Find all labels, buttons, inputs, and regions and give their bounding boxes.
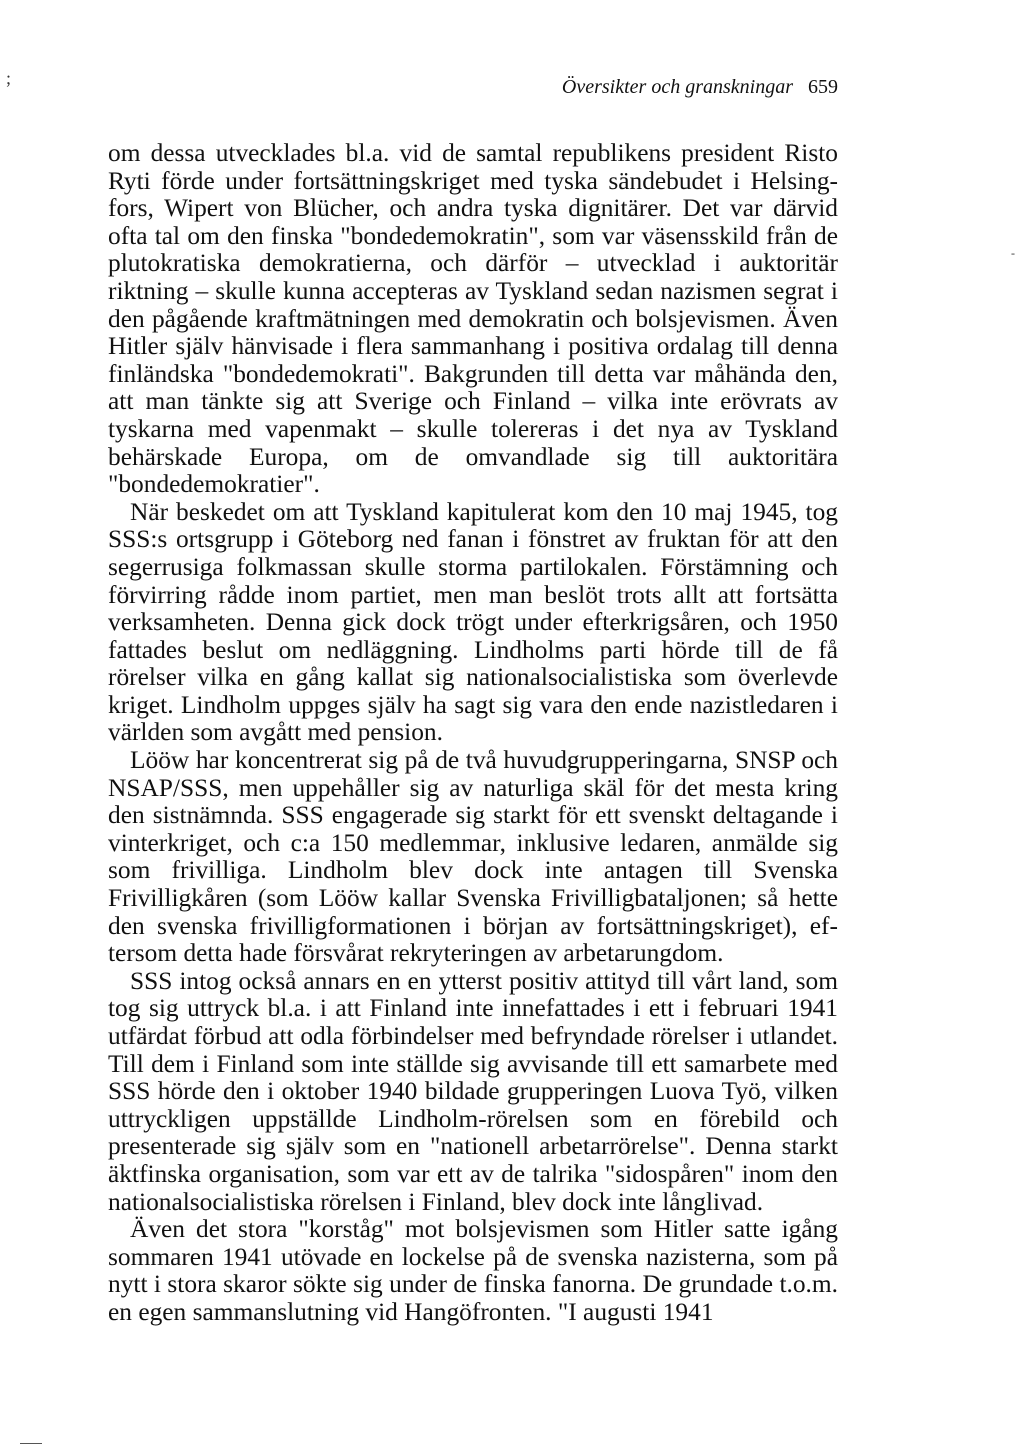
margin-mark-left: ; (6, 68, 12, 88)
paragraph-2: När beskedet om att Tyskland kapitulerat kom den 10 maj 1945, tog SSS:s ortsgrupp i Göteborg ned fanan i fönstret av fruktan för att den segerrusiga folkmassan skulle storma partilokalen. Förstämning och förvirring rådde inom partiet, men man beslöt trots allt att fortsätta verksamheten. Denna gick dock trögt under efterkrigsåren, och 1950 fattades beslut om nedläggning. Lindholms parti hörde till de få rörelser vilka en gång kallat sig nationalsocialistiska som överlevde kriget. Lindholm uppges själv ha sagt sig vara den ende nazistledaren i världen som avgått med pension. (108, 497, 838, 747)
margin-rule-bottom (20, 1443, 42, 1444)
paragraph-1: om dessa utvecklades bl.a. vid de samtal republikens president Risto Ryti förde under fortsättningskriget med tyska sändebudet i Helsingfors, Wipert von Blücher, och andra tyska dignitärer. Det var därvid ofta tal om den finska "bondedemokratin", som var väsensskild från de plutokratiska demokratierna, och därför – utvecklad i auktoritär riktning – skulle kunna accepteras av Tyskland sedan nazismen segrat i den pågående kraftmätningen med demokratin och bolsjevismen. Även Hitler själv hänvisade i flera sammanhang i positiva ordalag till denna finländska "bondedemokrati". Bakgrunden till detta var måhända den, att man tänkte sig att Sverige och Finland – vilka inte erövrats av tyskarna med vapenmakt – skulle tolereras i det nya av Tyskland behärskade Europa, om de omvandlade sig till auktoritära "bondedemokratier". (108, 139, 838, 499)
paragraph-5: Även det stora "korståg" mot bolsjevismen som Hitler satte igång sommaren 1941 utövade en lockelse på de svenska nazisterna, som på nytt i stora skaror sökte sig under de finska fanorna. De grundade t.o.m. en egen sammanslutning vid Hangöfronten. "I augusti 1941 (108, 1215, 838, 1326)
body-text (108, 140, 838, 1327)
paragraph-4: SSS intog också annars en en ytterst positiv attityd till vårt land, som tog sig uttryck bl.a. i att Finland inte innefattades i ett i februari 1941 utfärdat förbud att odla förbindelser med befryndade rörelser i utlandet. Till dem i Finland som inte ställde sig avvisande till ett samarbete med SSS hörde den i oktober 1940 bildade grupperingen Luova Työ, vilken uttryckligen uppställde Lindholm-rörelsen som en förebild och presenterade sig själv som en "nationell arbetarrörelse". Denna starkt äktfinska organisation, som var ett av de talrika "sidospåren" inom den nationalsocialistiska rörelsen i Finland, blev dock inte långlivad. (108, 966, 838, 1216)
paragraph-3: Lööw har koncentrerat sig på de två huvudgrupperingarna, SNSP och NSAP/SSS, men uppehåller sig av naturliga skäl för det mesta kring den sistnämnda. SSS engagerade sig starkt för ett svenskt deltagande i vinterkriget, och c:a 150 medlemmar, inklusive ledaren, anmälde sig som frivilliga. Lindholm blev dock inte antagen till Svenska Frivilligkåren (som Lööw kallar Svenska Frivilligbataljonen; så hette den svenska frivilligformationen i början av fortsättningskriget), eftersom detta hade försvårat rekryteringen av arbetarungdom. (108, 746, 838, 968)
running-title: Översikter och granskningar (561, 76, 793, 98)
page-number: 659 (808, 76, 838, 98)
page-header (108, 76, 838, 99)
margin-mark-right: - (1011, 246, 1015, 260)
